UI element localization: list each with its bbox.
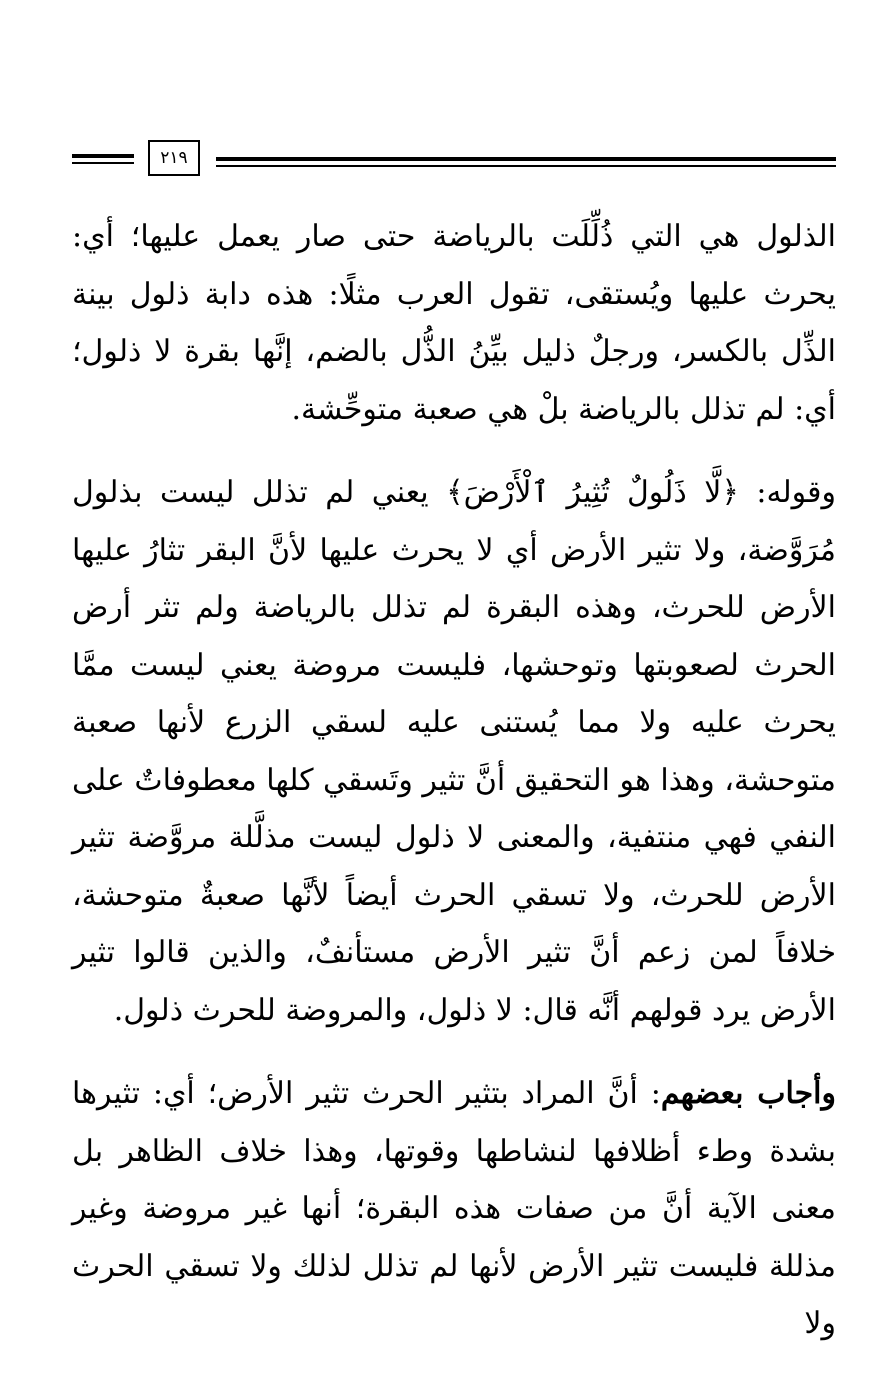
paragraph-lead: وقوله: [738, 475, 836, 510]
paragraph-3 [72, 1065, 836, 1353]
page-header [72, 140, 836, 180]
header-rule-right [216, 157, 836, 161]
header-rule-left [72, 154, 134, 158]
page-body [72, 208, 836, 1379]
header-rule-left-thin [72, 162, 134, 164]
quran-quote: ﴿لَّا ذَلُولٌ تُثِيرُ ٱلْأَرْضَ﴾ [446, 475, 739, 510]
paragraph-text: : أنَّ المراد بتثير الحرث تثير الأرض؛ أي: تثيرها بشدة وطء أظلافها لنشاطها وقوتها، وهذا خلاف الظاهر بل معنى الآية أنَّ من صفات هذه البقرة؛ أنها غير مروضة وغير مذللة فليست تثير الأرض لأنها لم تذلل لذلك ولا تسقي الحرث ولا [72, 1076, 836, 1341]
header-rule-right-thin [216, 165, 836, 167]
paragraph-2 [72, 464, 836, 1039]
page-number: ٢١٩ [148, 140, 200, 176]
paragraph-bold-lead: وأجاب بعضهم [660, 1076, 837, 1111]
paragraph-text: الذلول هي التي ذُلِّلَت بالرياضة حتى صار يعمل عليها؛ أي: يحرث عليها ويُستقى، تقول العرب مثلًا: هذه دابة ذلول بينة الذِّل بالكسر، ورجلٌ ذليل بيِّنُ الذُّل بالضم، إنَّها بقرة لا ذلول؛ أي: لم تذلل بالرياضة بلْ هي صعبة متوحِّشة. [72, 219, 836, 427]
paragraph-1 [72, 208, 836, 438]
paragraph-text: يعني لم تذلل ليست بذلول مُرَوَّضة، ولا تثير الأرض أي لا يحرث عليها لأنَّ البقر تثارُ عليها الأرض للحرث، وهذه البقرة لم تذلل بالرياضة ولم تثر أرض الحرث لصعوبتها وتوحشها، فليست مروضة يعني ليست ممَّا يحرث عليه ولا مما يُستنى عليه لسقي الزرع لأنها صعبة متوحشة، وهذا هو التحقيق أنَّ تثير وتَسقي كلها معطوفاتٌ على النفي فهي منتفية، والمعنى لا ذلول ليست مذلَّلة مروَّضة تثير الأرض للحرث، ولا تسقي الحرث أيضاً لأنَّها صعبةٌ متوحشة، خلافاً لمن زعم أنَّ تثير الأرض مستأنفٌ، والذين قالوا تثير الأرض يرد قولهم أنَّه قال: لا ذلول، والمروضة للحرث ذلول. [72, 475, 836, 1028]
